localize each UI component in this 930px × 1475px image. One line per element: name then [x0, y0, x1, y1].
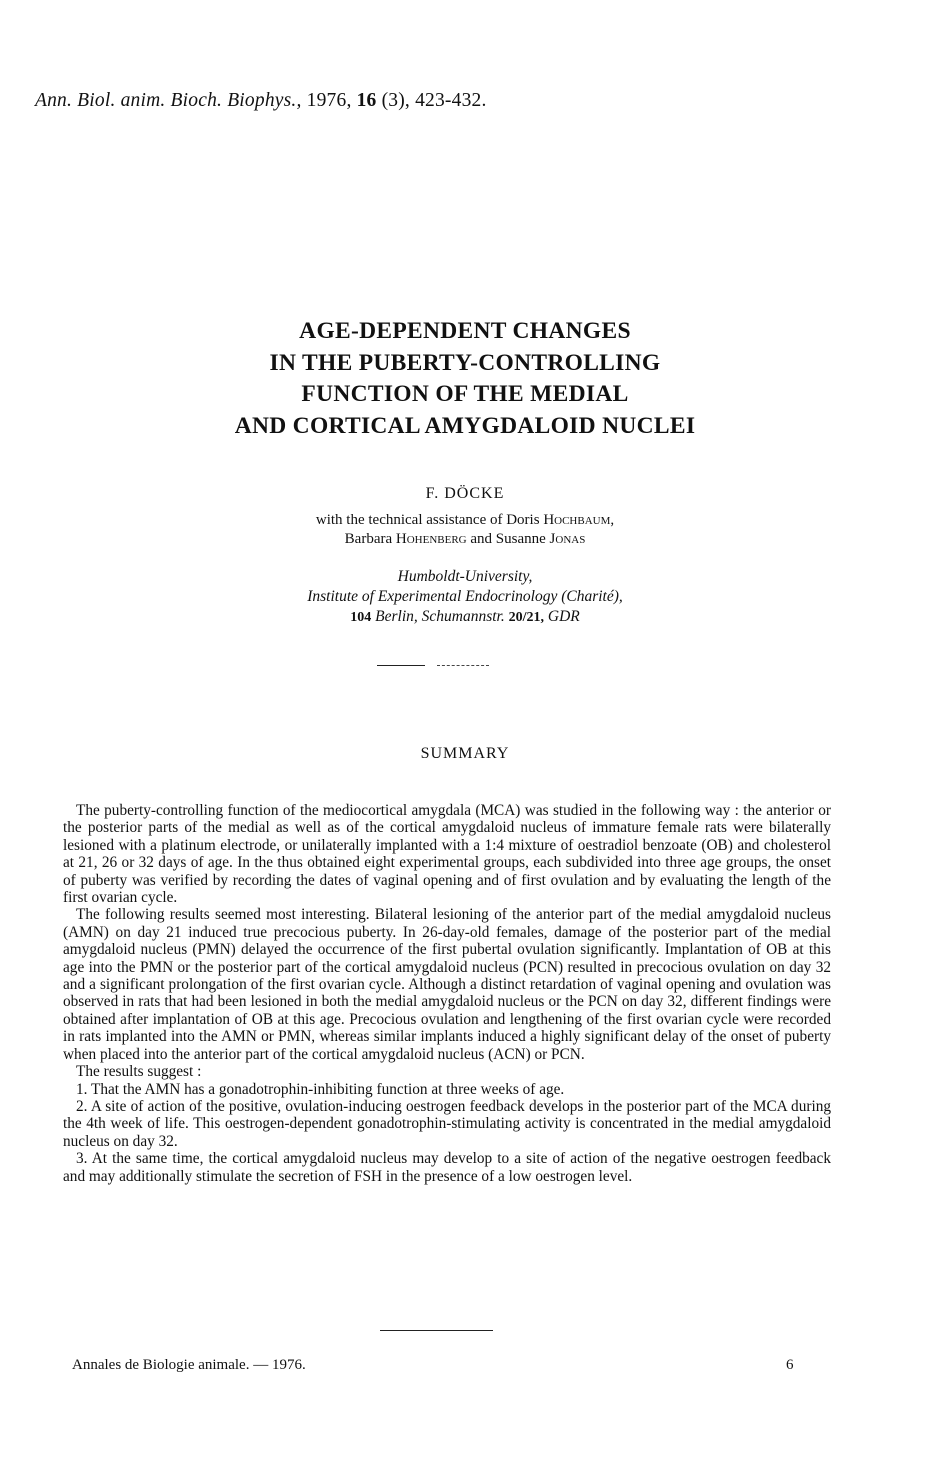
affiliation-institute: Institute of Experimental Endocrinology [307, 588, 558, 605]
assistant-name: Hohenberg [395, 531, 467, 547]
affiliation-street: Berlin, Schumannstr. [375, 608, 505, 625]
assistant-name: Jonas [549, 531, 586, 547]
summary-paragraph: 3. At the same time, the cortical amygdaloid nucleus may develop to a site of action of the negative oestrogen feedback and may additionally stimulate the secretion of FSH in the presence of a low oestrogen level. [63, 1150, 831, 1185]
title-line: AGE-DEPENDENT CHANGES [299, 318, 631, 344]
journal-year: 1976, [306, 90, 352, 111]
journal-name: Ann. Biol. anim. Bioch. Biophys., [35, 90, 302, 111]
journal-pages: (3), 423-432. [381, 90, 487, 111]
summary-paragraph: The following results seemed most interesting. Bilateral lesioning of the anterior part of the medial amygdaloid nucleus (AMN) on day 21 induced true precocious puberty. In 26-day-old females, damage of the posterior part of the medial amygdaloid nucleus (PMN) delayed the occurrence of the first pubertal ovulation significantly. Implantation of OB at this age into the PMN or the posterior part of the cortical amygdaloid nucleus (PCN) resulted in precocious ovulation on day 32 and a significant prolongation of the first ovarian cycle. Although a distinct retardation of vaginal opening and ovulation was observed in rats that had been lesioned in both the medial amygdaloid nucleus or the PCN on day 32, different findings were obtained after implantation of OB at this age. Precocious ovulation and lengthening of the first ovarian cycle were recorded in rats implanted into the AMN or PMN, whereas similar implants induced a highly significant delay of the onset of puberty when placed into the anterior part of the cortical amygdaloid nucleus (ACN) or PCN. [63, 906, 831, 1063]
title-line: AND CORTICAL AMYGDALOID NUCLEI [234, 412, 696, 439]
affiliation-street-number: 20/21, [508, 610, 544, 625]
footnote-rule [380, 1330, 493, 1331]
assistant-name: Hochbaum, [543, 512, 615, 528]
assistance-text: Barbara [344, 531, 393, 547]
separator-rule [437, 665, 489, 666]
footer-journal: Annales de Biologie animale. — 1976. [72, 1357, 306, 1373]
title-line: IN THE PUBERTY-CONTROLLING [269, 349, 661, 376]
title-line: FUNCTION OF THE MEDIAL [301, 381, 629, 407]
article-title [60, 316, 870, 442]
summary-paragraph: The puberty-controlling function of the mediocortical amygdala (MCA) was studied in the following way : the anterior or the posterior parts of the medial as well as of the cortical amygdaloid nucleus of immature female rats were bilaterally lesioned with a platinum electrode, or unilaterally implanted with a 1:4 mixture of oestradiol benzoate (OB) and cholesterol at 21, 26 or 32 days of age. In the thus obtained eight experimental groups, each subdivided into three age groups, the onset of puberty was verified by recording the dates of vaginal opening and of first ovulation and by evaluating the length of the first ovarian cycle. [63, 802, 831, 907]
journal-citation [35, 90, 895, 112]
affiliation-postcode: 104 [350, 610, 372, 625]
author-name: F. DÖCKE [425, 485, 505, 502]
assistance-text: and Susanne [470, 531, 546, 547]
assistance-text: with the technical assistance of Doris [315, 512, 540, 528]
summary-body [63, 802, 831, 1185]
affiliation-country: GDR [547, 608, 580, 625]
affiliation-university: Humboldt-University, [397, 568, 533, 585]
summary-paragraph: The results suggest : [76, 1063, 202, 1081]
technical-assistance [60, 511, 870, 549]
journal-volume: 16 [356, 90, 377, 111]
affiliation-charite: (Charité), [561, 588, 623, 605]
summary-paragraph: 2. A site of action of the positive, ovulation-inducing oestrogen feedback develops in the posterior part of the MCA during the 4th week of life. This oestrogen-dependent gonadotrophin-stimulating activity is concentrated in the medial amygdaloid nucleus on day 32. [63, 1097, 831, 1150]
page-number: 6 [786, 1357, 794, 1373]
summary-heading: SUMMARY [420, 745, 510, 762]
separator-rule [377, 665, 425, 666]
summary-paragraph: 1. That the AMN has a gonadotrophin-inhibiting function at three weeks of age. [76, 1080, 565, 1098]
affiliation [60, 567, 870, 628]
